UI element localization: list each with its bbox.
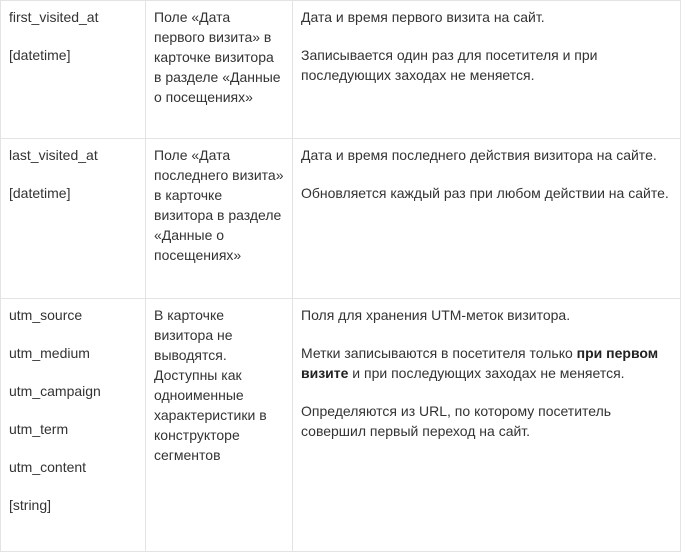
description-text: Метки записываются в посетителя только <box>301 345 577 361</box>
field-name-cell <box>1 1 146 139</box>
field-location-cell <box>146 299 293 552</box>
description-paragraph: Дата и время последнего действия визитора на сайте. <box>301 147 657 163</box>
field-name: utm_medium <box>9 345 90 361</box>
field-name-cell <box>1 139 146 299</box>
description-paragraph-rich <box>301 343 672 383</box>
field-location: В карточке визитора не выводятся. Доступны как одноименные характеристики в конструкторе сегментов <box>154 307 267 463</box>
table-row <box>1 299 681 552</box>
field-name: last_visited_at <box>9 147 98 163</box>
field-name: first_visited_at <box>9 9 99 25</box>
field-name: utm_term <box>9 421 69 437</box>
field-location: Поле «Дата первого визита» в карточке визитора в разделе «Данные о посещениях» <box>154 9 281 105</box>
description-paragraph: Определяются из URL, по которому посетитель совершил первый переход на сайт. <box>301 403 612 439</box>
field-description-cell <box>293 1 681 139</box>
description-paragraph: Обновляется каждый раз при любом действии на сайте. <box>301 185 669 201</box>
field-location: Поле «Дата последнего визита» в карточке визитора в разделе «Данные о посещениях» <box>154 147 284 263</box>
field-name: utm_source <box>9 307 83 323</box>
field-type: [datetime] <box>9 47 71 63</box>
description-bold-text: при первом визите <box>301 345 659 381</box>
field-type: [datetime] <box>9 185 71 201</box>
field-name: utm_content <box>9 459 87 475</box>
field-name: utm_campaign <box>9 383 101 399</box>
field-location-cell <box>146 139 293 299</box>
description-paragraph: Дата и время первого визита на сайт. <box>301 9 545 25</box>
description-paragraph: Записывается один раз для посетителя и при последующих заходах не меняется. <box>301 47 598 83</box>
field-name-cell <box>1 299 146 552</box>
field-type: [string] <box>9 497 52 513</box>
description-text: и при последующих заходах не меняется. <box>348 365 625 381</box>
table-row <box>1 139 681 299</box>
field-description-cell <box>293 299 681 552</box>
field-description-cell <box>293 139 681 299</box>
description-paragraph: Поля для хранения UTM-меток визитора. <box>301 307 571 323</box>
table-row <box>1 1 681 139</box>
field-location-cell <box>146 1 293 139</box>
